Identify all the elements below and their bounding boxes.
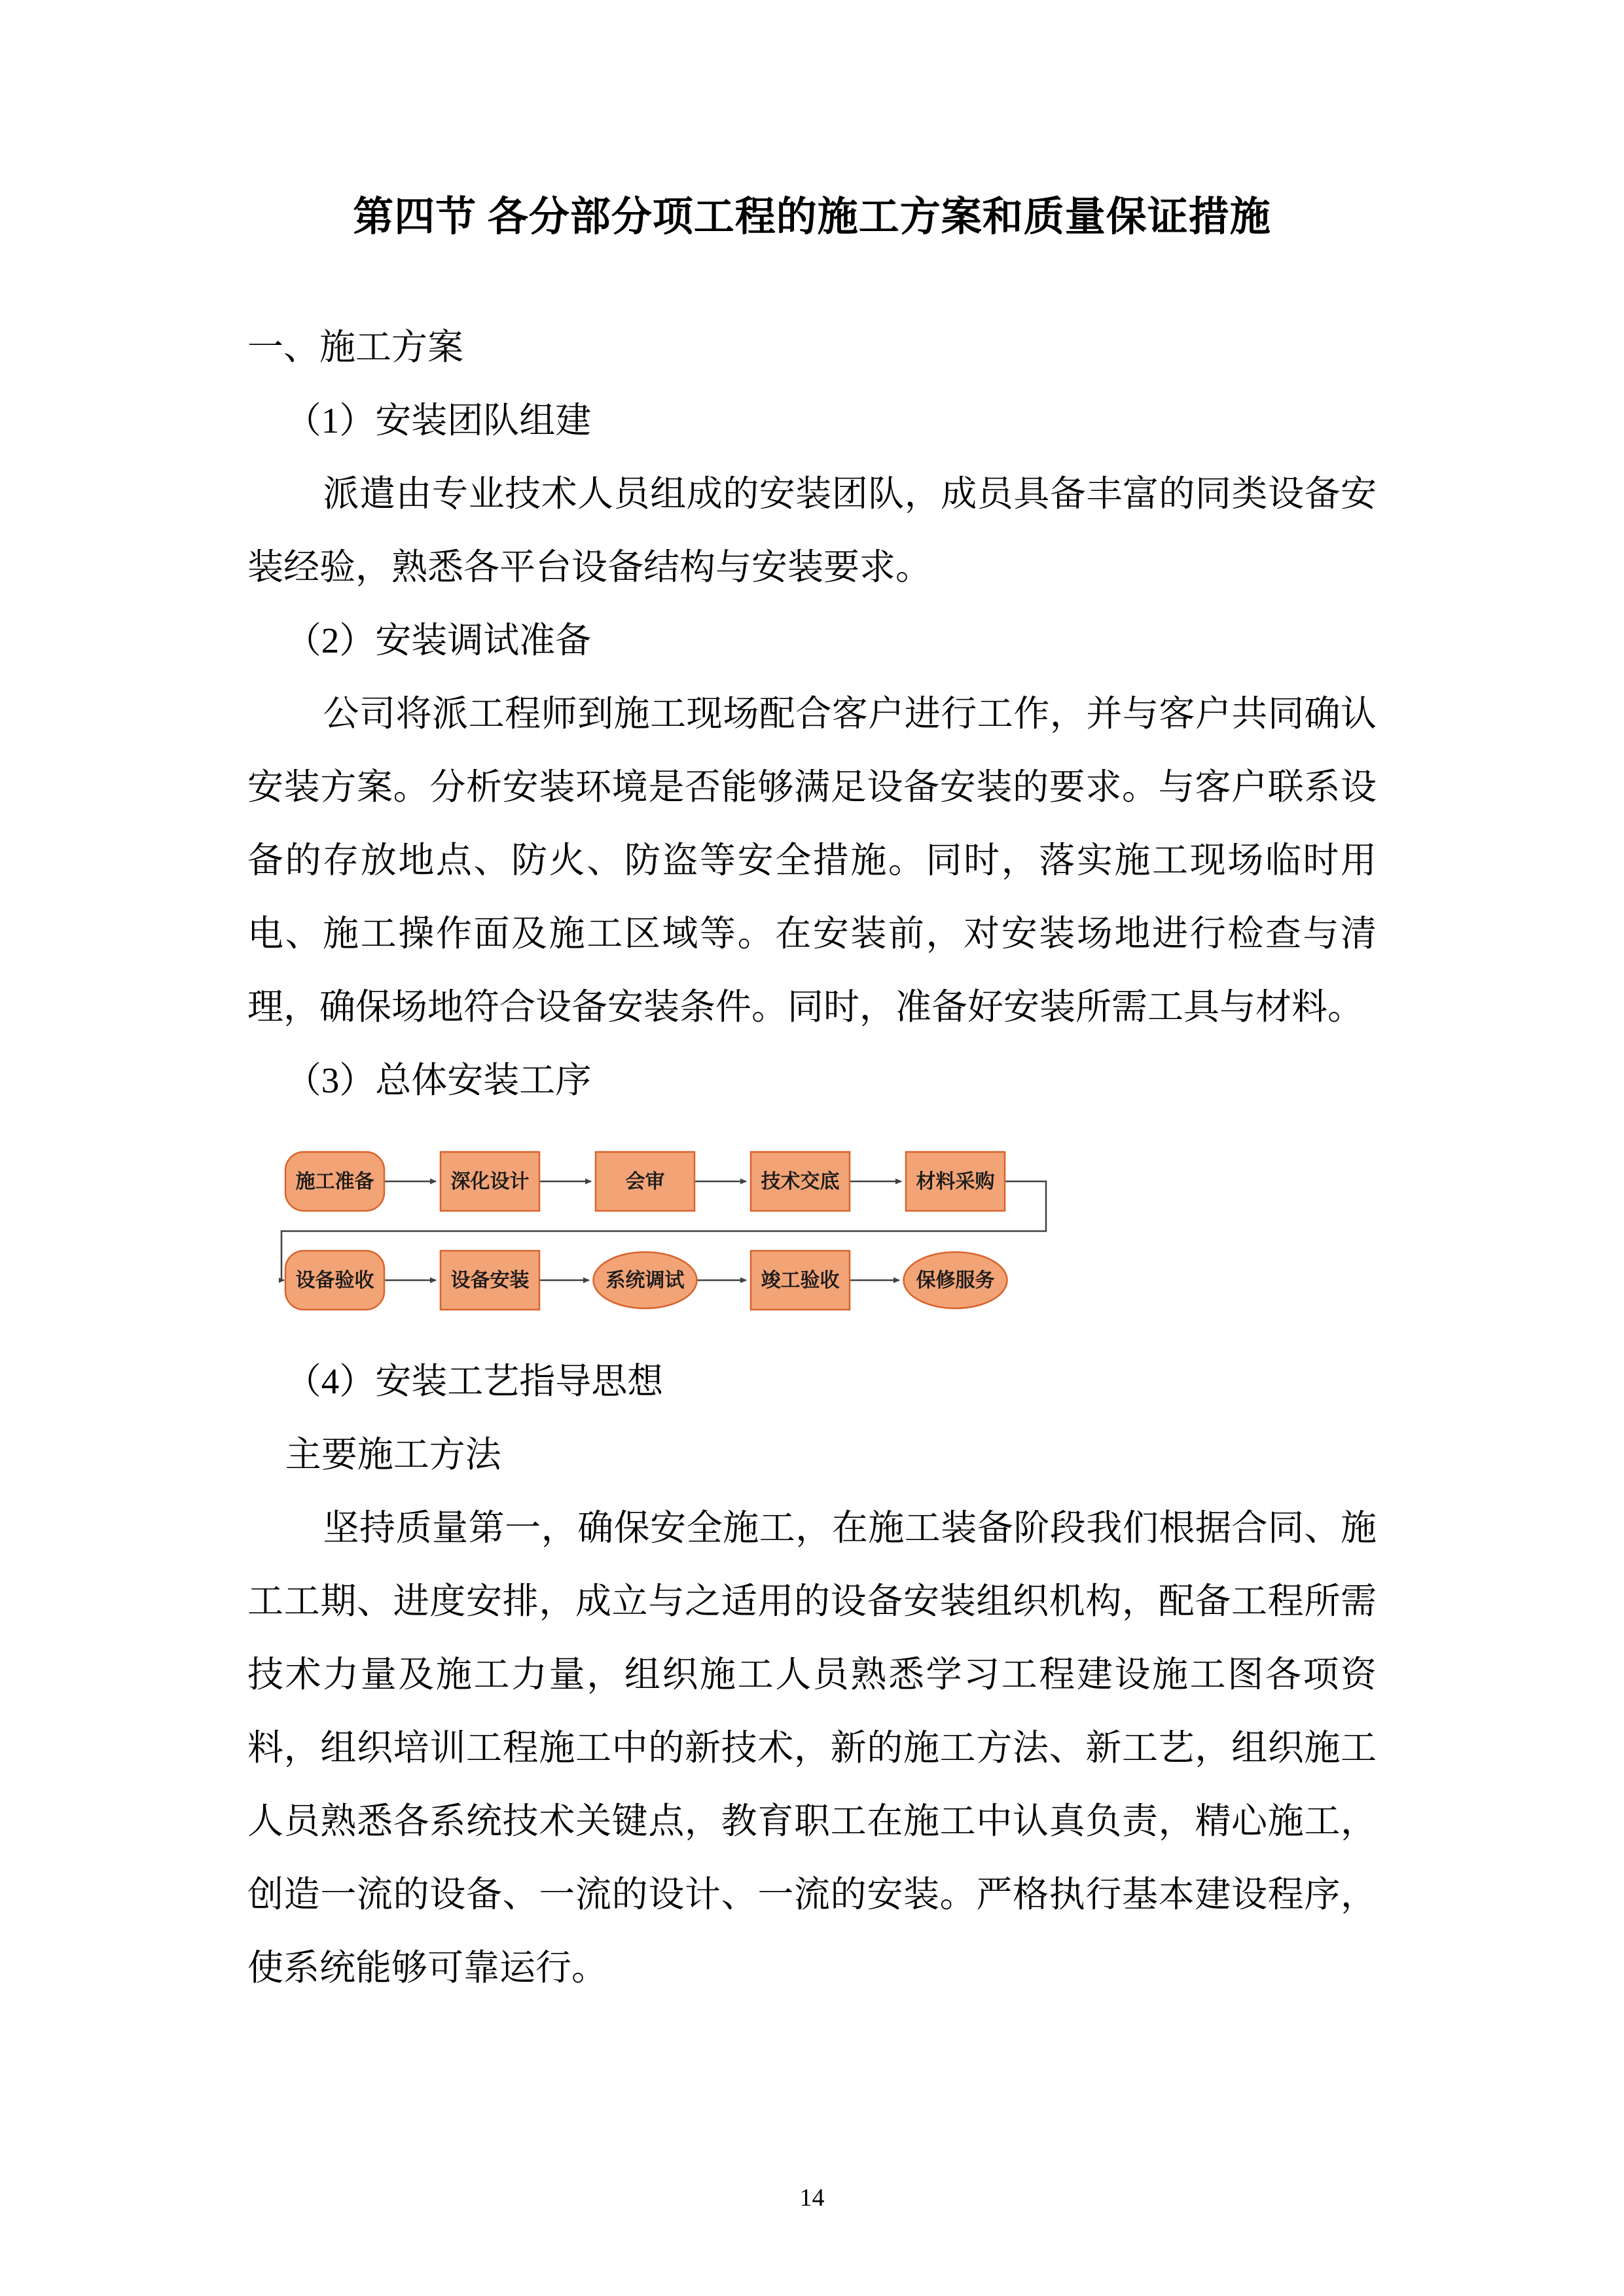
sub-heading-1: （1）安装团队组建 xyxy=(285,401,592,440)
flow-step-material-procurement xyxy=(906,1152,1005,1211)
flow-step-equipment-acceptance xyxy=(285,1251,384,1310)
page-title: 第四节 各分部分项工程的施工方案和质量保证措施 xyxy=(353,195,1271,240)
sub-heading-2: （2）安装调试准备 xyxy=(285,620,592,660)
svg-text:施工准备: 施工准备 xyxy=(295,1170,374,1193)
svg-text:保修服务: 保修服务 xyxy=(916,1269,995,1291)
paragraph-4: 坚持质量第一，确保安全施工，在施工装备阶段我们根据合同、施工工期、进度安排，成立与之适用的设备安装组织机构，配备工程所需技术力量及施工力量，组织施工人员熟悉学习工程建设施工图各项资料，组织培训工程施工中的新技术，新的施工方法、新工艺，组织施工人员熟悉各系统技术关键点，教育职工在施工中认真负责，精心施工，创造一流的设备、一流的设计、一流的安装。严格执行基本建设程序，使系统能够可靠运行。 xyxy=(247,1508,1377,1988)
paragraph-2: 公司将派工程师到施工现场配合客户进行工作，并与客户共同确认安装方案。分析安装环境是否能够满足设备安装的要求。与客户联系设备的存放地点、防火、防盗等安全措施。同时，落实施工现场临时用电、施工操作面及施工区域等。在安装前，对安装场地进行检查与清理，确保场地符合设备安装条件。同时，准备好安装所需工具与材料。 xyxy=(247,694,1377,1027)
svg-text:竣工验收: 竣工验收 xyxy=(761,1269,840,1291)
flowchart-svg xyxy=(279,1137,1104,1330)
flow-step-equipment-installation xyxy=(441,1251,539,1310)
flow-step-warranty-service xyxy=(904,1252,1007,1308)
svg-text:系统调试: 系统调试 xyxy=(605,1269,685,1291)
flow-step-system-debugging xyxy=(594,1252,697,1308)
installation-process-flowchart xyxy=(279,1137,1104,1333)
svg-text:深化设计: 深化设计 xyxy=(450,1170,530,1193)
flow-step-technical-briefing xyxy=(751,1152,850,1211)
sub-heading-3: （3）总体安装工序 xyxy=(285,1060,592,1100)
svg-text:设备安装: 设备安装 xyxy=(450,1269,530,1291)
paragraph-1: 派遣由专业技术人员组成的安装团队，成员具备丰富的同类设备安装经验，熟悉各平台设备结构与安装要求。 xyxy=(247,474,1377,587)
flow-step-joint-review xyxy=(596,1152,695,1211)
page-number: 14 xyxy=(799,2184,825,2212)
flow-step-completion-acceptance xyxy=(751,1251,850,1310)
svg-text:会审: 会审 xyxy=(625,1170,665,1193)
flow-step-construction-prep xyxy=(285,1152,384,1211)
svg-text:材料采购: 材料采购 xyxy=(916,1170,995,1193)
sub-heading-main-method: 主要施工方法 xyxy=(285,1435,501,1475)
sub-heading-4: （4）安装工艺指导思想 xyxy=(285,1361,664,1401)
flow-step-detailed-design xyxy=(441,1152,539,1211)
svg-text:设备验收: 设备验收 xyxy=(295,1269,374,1291)
section-heading: 一、施工方案 xyxy=(247,327,464,367)
svg-text:技术交底: 技术交底 xyxy=(761,1170,840,1193)
